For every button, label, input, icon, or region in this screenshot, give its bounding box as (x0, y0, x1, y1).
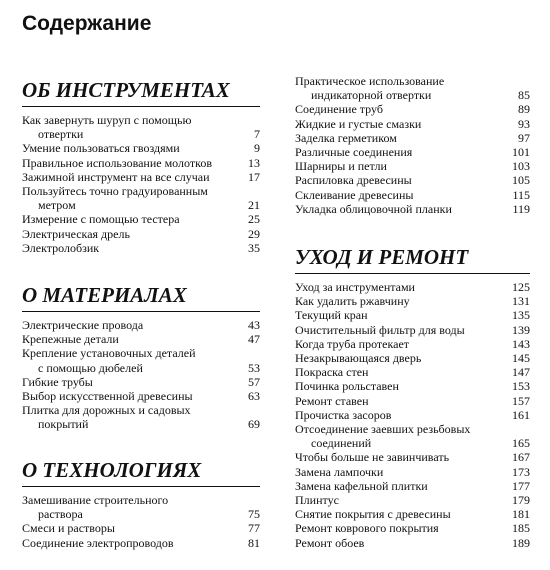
page-number: 143 (512, 336, 530, 351)
entry-list (22, 318, 260, 432)
entry-title (295, 202, 508, 216)
page-number: 139 (512, 322, 530, 337)
entry-title-line: Склеивание древесины (295, 187, 414, 202)
toc-entry (22, 113, 260, 141)
entry-title-line: Ремонт ставен (295, 393, 369, 408)
section-heading: УХОД И РЕМОНТ (295, 245, 469, 269)
page-number: 93 (518, 116, 530, 131)
section-about-technologies (22, 458, 260, 550)
page-number: 145 (512, 351, 530, 366)
page-number: 9 (254, 141, 260, 156)
entry-title-line: Соединение труб (295, 102, 383, 117)
section-divider (22, 106, 260, 107)
toc-entry (295, 408, 530, 422)
entry-title-line: Замешивание строительного (22, 493, 169, 507)
page-number: 103 (512, 159, 530, 174)
entry-title (295, 365, 508, 379)
entry-title-line: Плитка для дорожных и садовых (22, 403, 191, 418)
toc-entry (295, 479, 530, 493)
toc-entry (295, 365, 530, 379)
page-number: 53 (248, 360, 260, 375)
page-number: 75 (248, 507, 260, 522)
entry-title-line: Снятие покрытия с древесины (295, 507, 451, 522)
page-number: 17 (248, 169, 260, 184)
page-number: 165 (512, 436, 530, 451)
entry-title-line: Как удалить ржавчину (295, 294, 410, 309)
entry-title (22, 521, 238, 535)
entry-title-line: Чтобы больше не завинчивать (295, 450, 450, 465)
entry-title (295, 465, 508, 479)
entry-title (295, 308, 508, 322)
page-number: 181 (512, 507, 530, 522)
entry-title (295, 173, 508, 187)
entry-title-continuation: с помощью дюбелей (38, 360, 143, 375)
toc-entry (22, 170, 260, 184)
entry-title (22, 170, 238, 184)
toc-entry (295, 74, 530, 102)
toc-entry (22, 184, 260, 212)
page-number: 69 (248, 417, 260, 432)
entry-title (295, 536, 508, 550)
page-number: 185 (512, 521, 530, 536)
page-number: 35 (248, 240, 260, 255)
toc-entry (295, 188, 530, 202)
page-number: 189 (512, 535, 530, 550)
toc-entry (295, 202, 530, 216)
entry-title (22, 212, 238, 226)
entry-title (295, 394, 508, 408)
toc-entry (22, 403, 260, 431)
entry-title-line: Как завернуть шуруп с помощью (22, 113, 192, 127)
entry-title-line: Крепежные детали (22, 332, 119, 347)
page-number: 167 (512, 450, 530, 465)
section-divider (22, 311, 260, 312)
entry-title-line: Практическое использование (295, 74, 445, 88)
page-number: 25 (248, 212, 260, 227)
page-number: 101 (512, 145, 530, 160)
entry-title (295, 117, 508, 131)
entry-title-line: Плинтус (295, 493, 339, 508)
entry-title-line: Ремонт коврового покрытия (295, 521, 439, 536)
entry-title-line: Жидкие и густые смазки (295, 116, 422, 131)
page-number: 97 (518, 130, 530, 145)
entry-title (295, 408, 508, 422)
entry-title (295, 188, 508, 202)
entry-title (22, 318, 238, 332)
entry-title-continuation: покрытий (38, 417, 89, 432)
entry-list (295, 74, 530, 216)
toc-entry (295, 294, 530, 308)
entry-title (22, 332, 238, 346)
toc-entry (295, 379, 530, 393)
entry-title-line: Текущий кран (295, 308, 368, 323)
page-number: 147 (512, 365, 530, 380)
toc-entry (295, 131, 530, 145)
entry-title-line: Незакрывающаяся дверь (295, 351, 422, 366)
page-number: 21 (248, 198, 260, 213)
entry-title (22, 184, 238, 212)
toc-entry (22, 141, 260, 155)
entry-title-continuation: метром (38, 198, 76, 213)
toc-entry (295, 145, 530, 159)
entry-title (22, 227, 238, 241)
section-divider (22, 486, 260, 487)
entry-title (22, 113, 238, 141)
toc-entry (22, 212, 260, 226)
toc-entry (22, 521, 260, 535)
section-heading: О МАТЕРИАЛАХ (22, 283, 187, 307)
toc-entry (295, 308, 530, 322)
entry-title-continuation: соединений (311, 436, 372, 451)
page-number: 157 (512, 393, 530, 408)
entry-title-line: Правильное использование молотков (22, 155, 212, 170)
entry-title (22, 141, 238, 155)
entry-title-continuation: отвертки (38, 127, 84, 142)
entry-title-line: Измерение с помощью тестера (22, 212, 180, 227)
page-number: 7 (254, 127, 260, 142)
entry-title-line: Различные соединения (295, 145, 413, 160)
toc-entry (295, 536, 530, 550)
toc-entry (22, 227, 260, 241)
entry-title-line: Отсоединение заевших резьбовых (295, 422, 471, 437)
entry-title (295, 493, 508, 507)
entry-title (22, 389, 238, 403)
entry-list (22, 493, 260, 550)
entry-title-line: Очистительный фильтр для воды (295, 322, 465, 337)
entry-title-line: Крепление установочных деталей (22, 346, 196, 361)
entry-title (295, 337, 508, 351)
page-number: 135 (512, 308, 530, 323)
toc-entry (22, 156, 260, 170)
page-number: 77 (248, 521, 260, 536)
entry-title-line: Пользуйтесь точно градуированным (22, 184, 208, 199)
toc-entry (295, 337, 530, 351)
entry-title (22, 375, 238, 389)
entry-title (295, 479, 508, 493)
page-number: 63 (248, 389, 260, 404)
entry-title (22, 241, 238, 255)
toc-entry (22, 241, 260, 255)
entry-title-line: Заделка герметиком (295, 130, 397, 145)
toc-entry (22, 346, 260, 374)
entry-title (295, 379, 508, 393)
entry-title-line: Покраска стен (295, 365, 369, 380)
page-number: 29 (248, 226, 260, 241)
entry-title (295, 422, 508, 450)
page-number: 47 (248, 332, 260, 347)
entry-title (295, 294, 508, 308)
toc-entry (295, 521, 530, 535)
entry-title-line: Умение пользоваться гвоздями (22, 141, 180, 156)
page-number: 125 (512, 280, 530, 294)
entry-title (295, 351, 508, 365)
toc-entry (295, 450, 530, 464)
entry-title (295, 323, 508, 337)
entry-title-line: Уход за инструментами (295, 280, 415, 294)
toc-entry (295, 465, 530, 479)
entry-title-line: Починка рольставен (295, 379, 399, 394)
entry-title (295, 159, 508, 173)
page-number: 13 (248, 155, 260, 170)
page-number: 115 (512, 187, 530, 202)
toc-entry (295, 493, 530, 507)
page-number: 85 (518, 88, 530, 103)
entry-title (295, 507, 508, 521)
toc-entry (22, 332, 260, 346)
entry-title-continuation: индикаторной отвертки (311, 88, 432, 103)
toc-entry (295, 102, 530, 116)
page-number: 119 (512, 201, 530, 216)
entry-title (22, 493, 238, 521)
entry-list (295, 280, 530, 550)
section-about-materials (22, 283, 260, 432)
section-technologies-continued (295, 74, 530, 216)
entry-title-line: Электролобзик (22, 240, 100, 255)
toc-entry (22, 536, 260, 550)
entry-title-line: Гибкие трубы (22, 374, 93, 389)
toc-entry (22, 389, 260, 403)
page-number: 43 (248, 318, 260, 332)
entry-title-line: Укладка облицовочной планки (295, 201, 452, 216)
entry-title-line: Замена лампочки (295, 464, 384, 479)
toc-entry (22, 375, 260, 389)
entry-title-continuation: раствора (38, 507, 83, 522)
page-number: 81 (248, 535, 260, 550)
section-about-tools (22, 78, 260, 255)
toc-entry (295, 280, 530, 294)
page-number: 177 (512, 478, 530, 493)
entry-title-line: Выбор искусственной древесины (22, 389, 193, 404)
toc-entry (295, 394, 530, 408)
entry-title-line: Соединение электропроводов (22, 535, 174, 550)
entry-list (22, 113, 260, 255)
entry-title (295, 102, 508, 116)
entry-title-line: Электрическая дрель (22, 226, 130, 241)
entry-title (22, 346, 238, 374)
entry-title-line: Ремонт обоев (295, 535, 365, 550)
page-number: 161 (512, 407, 530, 422)
entry-title (295, 450, 508, 464)
page-number: 57 (248, 374, 260, 389)
toc-entry (295, 323, 530, 337)
entry-title (295, 521, 508, 535)
entry-title (295, 145, 508, 159)
entry-title (295, 280, 508, 294)
section-heading: О ТЕХНОЛОГИЯХ (22, 458, 202, 482)
entry-title (22, 536, 238, 550)
entry-title-line: Смеси и растворы (22, 521, 115, 536)
entry-title-line: Распиловка древесины (295, 173, 412, 188)
entry-title-line: Зажимной инструмент на все случаи (22, 169, 210, 184)
page-title: Содержание (22, 12, 152, 35)
section-care-repair (295, 245, 530, 550)
toc-entry (295, 351, 530, 365)
page-number: 89 (518, 102, 530, 117)
page-number: 153 (512, 379, 530, 394)
page-number: 105 (512, 173, 530, 188)
entry-title (22, 403, 238, 431)
page-number: 173 (512, 464, 530, 479)
entry-title-line: Шарниры и петли (295, 159, 387, 174)
toc-entry (295, 507, 530, 521)
section-heading: ОБ ИНСТРУМЕНТАХ (22, 78, 230, 102)
toc-entry (22, 493, 260, 521)
entry-title (295, 131, 508, 145)
toc-entry (295, 173, 530, 187)
page-number: 131 (512, 294, 530, 309)
entry-title-line: Замена кафельной плитки (295, 478, 428, 493)
toc-entry (295, 117, 530, 131)
section-divider (295, 273, 530, 274)
toc-entry (295, 159, 530, 173)
entry-title (22, 156, 238, 170)
entry-title-line: Прочистка засоров (295, 407, 392, 422)
toc-entry (295, 422, 530, 450)
entry-title-line: Когда труба протекает (295, 336, 410, 351)
page-number: 179 (512, 493, 530, 508)
entry-title (295, 74, 508, 102)
toc-entry (22, 318, 260, 332)
entry-title-line: Электрические провода (22, 318, 144, 332)
